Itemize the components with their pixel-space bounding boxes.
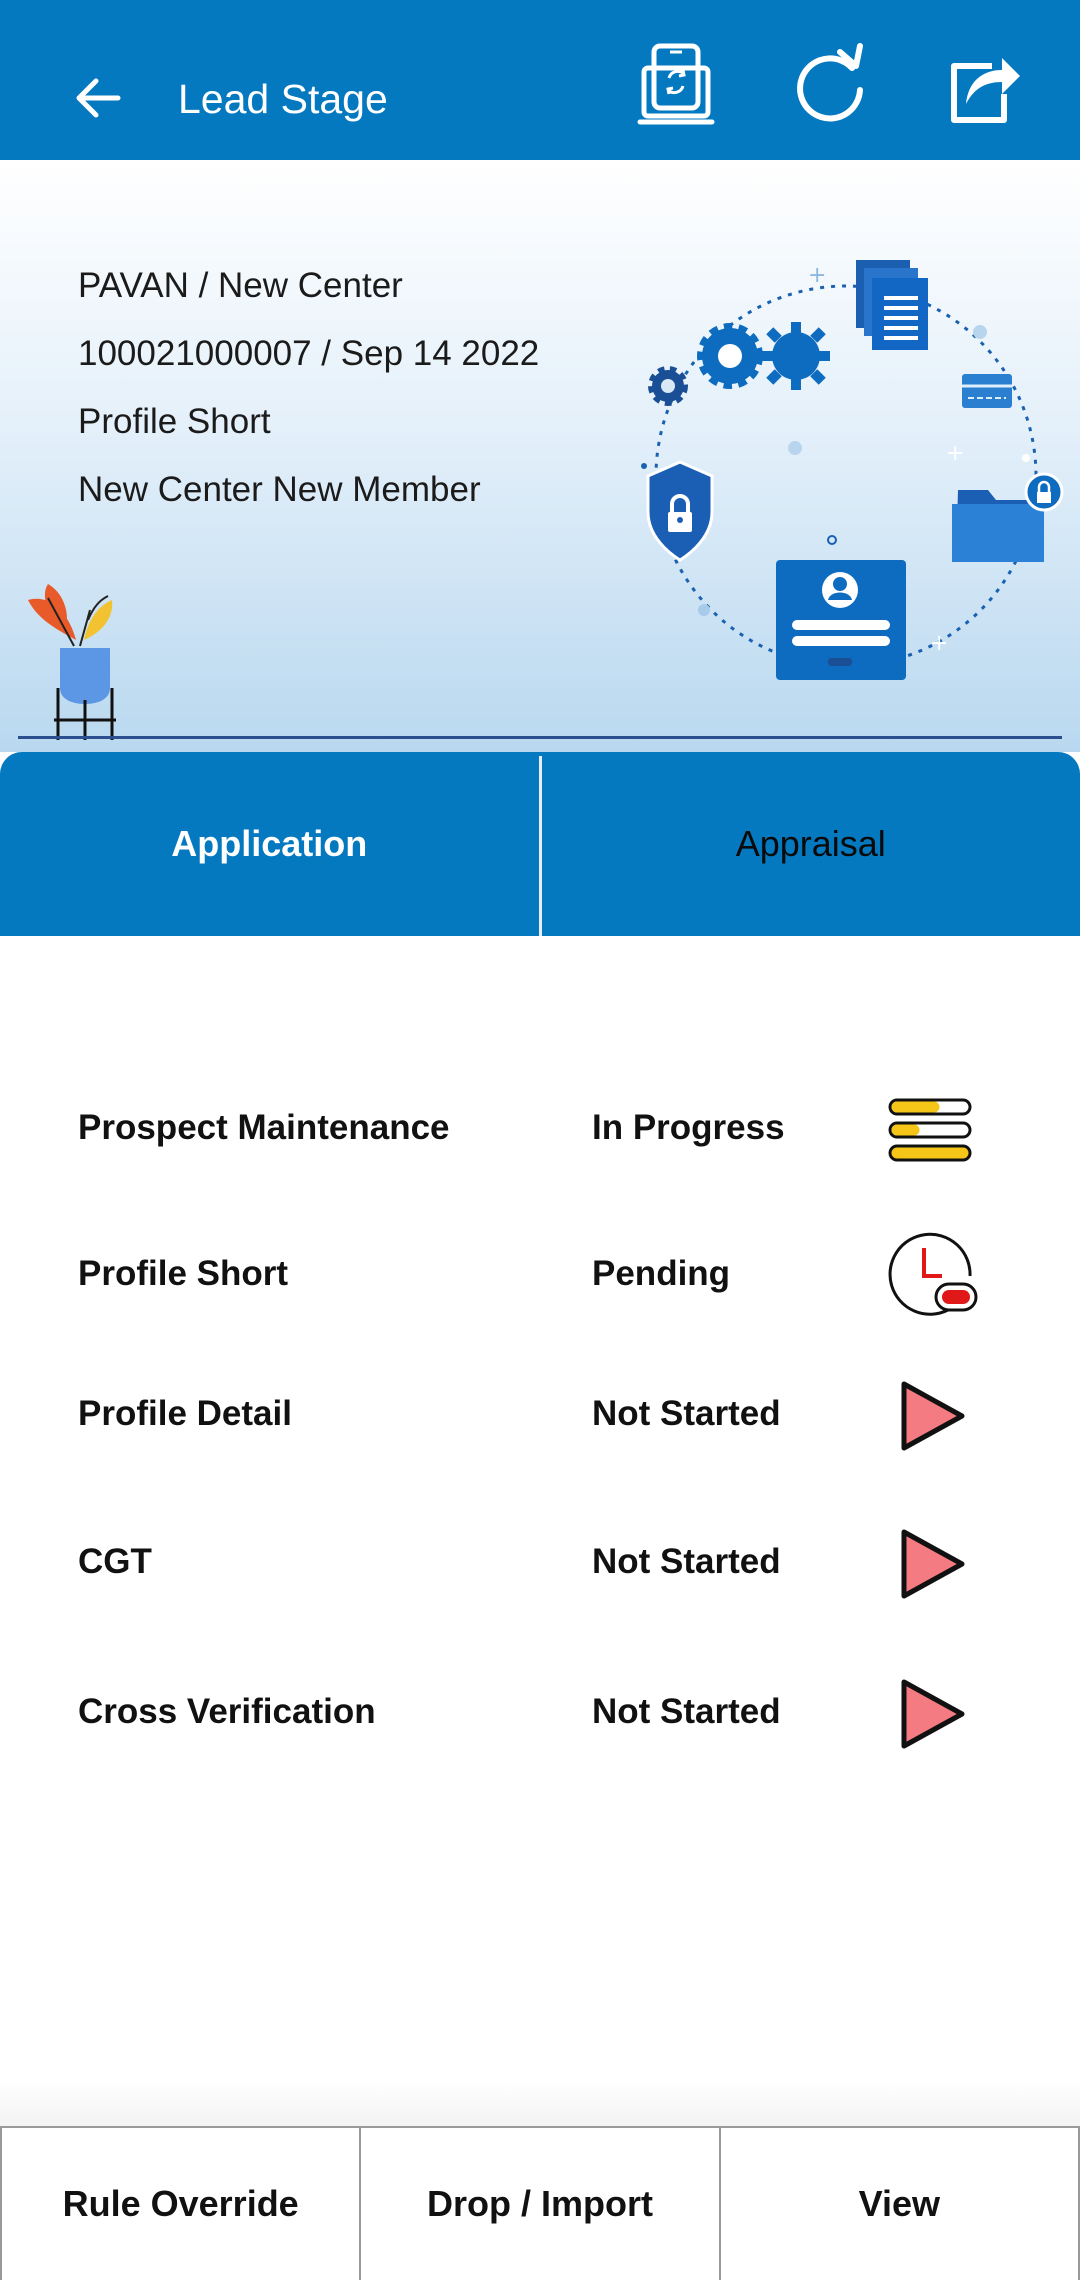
security-illustration <box>628 250 1080 710</box>
stage-name: Profile Detail <box>78 1394 292 1433</box>
lead-member-type: New Center New Member <box>78 470 481 509</box>
stage-status: In Progress <box>592 1108 785 1147</box>
play-icon[interactable] <box>878 1366 988 1466</box>
list-item[interactable] <box>0 1226 1080 1326</box>
svg-text:+: + <box>808 263 827 288</box>
list-item[interactable] <box>0 1514 1080 1614</box>
stage-status: Not Started <box>592 1394 781 1433</box>
list-item[interactable] <box>0 1366 1080 1466</box>
svg-text:+: + <box>930 631 949 656</box>
list-item[interactable] <box>0 1664 1080 1764</box>
play-icon[interactable] <box>878 1514 988 1614</box>
svg-text:+: + <box>946 441 965 466</box>
lead-info <box>78 252 539 524</box>
app-bar <box>0 0 1080 160</box>
bottom-action-bar <box>0 2126 1080 2280</box>
bottom-shadow <box>0 2080 1080 2126</box>
stage-status: Pending <box>592 1254 731 1293</box>
stage-name: Profile Short <box>78 1254 289 1293</box>
refresh-icon[interactable] <box>790 42 870 128</box>
stage-name: CGT <box>78 1542 152 1581</box>
stage-status: Not Started <box>592 1542 781 1581</box>
back-arrow-icon[interactable] <box>70 70 126 126</box>
stage-tabs <box>0 752 1080 936</box>
view-button[interactable]: View <box>719 2128 1080 2280</box>
lead-current-stage: Profile Short <box>78 402 271 441</box>
play-icon[interactable] <box>878 1664 988 1764</box>
rule-override-button[interactable]: Rule Override <box>0 2128 359 2280</box>
lead-header-banner <box>0 160 1080 752</box>
list-item[interactable] <box>0 1080 1080 1180</box>
tab-application[interactable]: Application <box>171 823 368 864</box>
stage-name: Cross Verification <box>78 1692 376 1731</box>
pending-clock-icon[interactable] <box>878 1226 988 1326</box>
banner-divider <box>18 736 1062 739</box>
tab-appraisal[interactable]: Appraisal <box>735 823 886 864</box>
page-title: Lead Stage <box>178 76 388 122</box>
plant-pot-illustration <box>18 570 138 740</box>
device-sync-icon[interactable] <box>636 42 716 128</box>
in-progress-icon[interactable] <box>878 1080 988 1180</box>
drop-import-button[interactable]: Drop / Import <box>359 2128 718 2280</box>
stage-name: Prospect Maintenance <box>78 1108 450 1147</box>
stage-status: Not Started <box>592 1692 781 1731</box>
lead-id-date: 100021000007 / Sep 14 2022 <box>78 334 540 373</box>
share-icon[interactable] <box>942 42 1022 128</box>
lead-member-center: PAVAN / New Center <box>78 266 403 305</box>
